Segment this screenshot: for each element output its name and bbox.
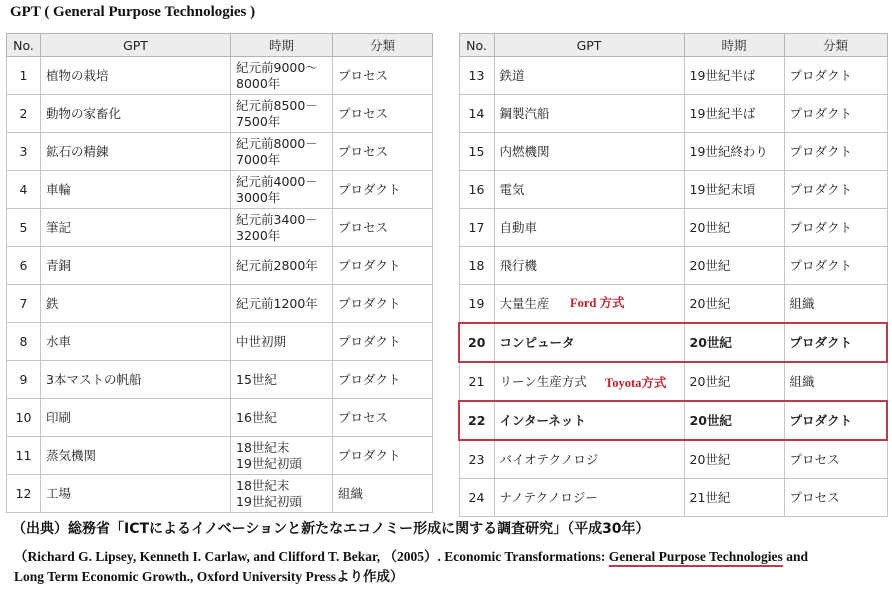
table-row (7, 361, 433, 399)
cell-category: プロダクト (784, 323, 887, 362)
cell-period: 20世紀 (684, 323, 784, 362)
gpt-table-right (458, 33, 888, 517)
table-row (7, 323, 433, 361)
cell-category: 組織 (784, 285, 887, 324)
cell-period: 20世紀 (684, 285, 784, 324)
table-row (459, 209, 887, 247)
cell-period: 20世紀 (684, 401, 784, 440)
table-header-row (7, 34, 433, 57)
cell-no: 3 (7, 133, 41, 171)
cell-no: 4 (7, 171, 41, 209)
cell-gpt: インターネット (494, 401, 684, 440)
cell-category: プロダクト (333, 171, 433, 209)
cell-no: 20 (459, 323, 494, 362)
cell-no: 15 (459, 133, 494, 171)
cell-category: プロダクト (333, 285, 433, 323)
cell-gpt: 飛行機 (494, 247, 684, 285)
cell-period: 19世紀終わり (684, 133, 784, 171)
cell-period: 紀元前3400－ 3200年 (231, 209, 333, 247)
table-row (7, 95, 433, 133)
table-row (459, 440, 887, 479)
cell-period: 20世紀 (684, 362, 784, 401)
source-citation-tail: and Long Term Economic Growth., Oxford University Pressより作成） (14, 549, 808, 584)
cell-period: 21世紀 (684, 479, 784, 517)
page-title: GPT ( General Purpose Technologies ) (10, 4, 256, 20)
source-line-1: （出典）総務省「ICTによるイノベーションと新たなエコノミー形成に関する調査研究」（平成30年） (12, 521, 650, 537)
cell-category: プロダクト (333, 437, 433, 475)
cell-period: 19世紀半ば (684, 57, 784, 95)
cell-gpt: ナノテクノロジー (494, 479, 684, 517)
cell-category: プロダクト (333, 323, 433, 361)
cell-category: プロダクト (784, 209, 887, 247)
cell-gpt: 電気 (494, 171, 684, 209)
source-line-2 (14, 547, 814, 587)
table-row (459, 247, 887, 285)
table-row (7, 399, 433, 437)
cell-no: 2 (7, 95, 41, 133)
cell-gpt: 3本マストの帆船 (41, 361, 231, 399)
cell-no: 16 (459, 171, 494, 209)
cell-period: 18世紀末 19世紀初頭 (231, 475, 333, 513)
cell-no: 9 (7, 361, 41, 399)
cell-no: 6 (7, 247, 41, 285)
cell-gpt: 鋼製汽船 (494, 95, 684, 133)
table-row (459, 133, 887, 171)
cell-period: 紀元前8500－ 7500年 (231, 95, 333, 133)
cell-period: 紀元前1200年 (231, 285, 333, 323)
cell-category: プロセス (333, 209, 433, 247)
header-period: 時期 (231, 34, 333, 57)
cell-gpt: 筆記 (41, 209, 231, 247)
table-header-row (459, 34, 887, 57)
cell-no: 7 (7, 285, 41, 323)
cell-category: プロセス (333, 133, 433, 171)
cell-gpt: 印刷 (41, 399, 231, 437)
cell-no: 19 (459, 285, 494, 324)
header-gpt: GPT (41, 34, 231, 57)
cell-gpt: 車輪 (41, 171, 231, 209)
table-row (7, 171, 433, 209)
table-row (7, 475, 433, 513)
cell-category: プロダクト (333, 361, 433, 399)
cell-gpt: リーン生産方式 (494, 362, 684, 401)
cell-period: 20世紀 (684, 440, 784, 479)
cell-category: プロダクト (784, 95, 887, 133)
cell-period: 紀元前9000～ 8000年 (231, 57, 333, 95)
cell-period: 紀元前8000－ 7000年 (231, 133, 333, 171)
table-row (7, 247, 433, 285)
cell-gpt: 動物の家畜化 (41, 95, 231, 133)
cell-category: プロダクト (784, 171, 887, 209)
table-row (7, 133, 433, 171)
cell-category: プロセス (333, 95, 433, 133)
cell-no: 23 (459, 440, 494, 479)
header-period: 時期 (684, 34, 784, 57)
table-row (459, 323, 887, 362)
cell-no: 22 (459, 401, 494, 440)
cell-gpt: 青銅 (41, 247, 231, 285)
cell-category: プロダクト (784, 133, 887, 171)
cell-no: 5 (7, 209, 41, 247)
cell-gpt: 鉄道 (494, 57, 684, 95)
source-citation-text: （Richard G. Lipsey, Kenneth I. Carlaw, and Clifford T. Bekar, （2005）. Economic Transformations: (14, 549, 609, 564)
cell-period: 20世紀 (684, 247, 784, 285)
table-row (459, 362, 887, 401)
gpt-table-left (6, 33, 433, 513)
cell-gpt: 工場 (41, 475, 231, 513)
cell-gpt: 水車 (41, 323, 231, 361)
table-row (7, 57, 433, 95)
table-row (459, 285, 887, 324)
cell-no: 10 (7, 399, 41, 437)
source-underlined-title: General Purpose Technologies (608, 549, 783, 564)
toyota-note: Toyota方式 (605, 376, 667, 390)
cell-category: プロダクト (784, 57, 887, 95)
cell-gpt: 鉱石の精錬 (41, 133, 231, 171)
cell-category: プロダクト (784, 247, 887, 285)
cell-period: 16世紀 (231, 399, 333, 437)
cell-category: 組織 (784, 362, 887, 401)
cell-period: 18世紀末 19世紀初頭 (231, 437, 333, 475)
table-body-right (459, 57, 887, 517)
cell-period: 中世初期 (231, 323, 333, 361)
cell-period: 19世紀末頃 (684, 171, 784, 209)
header-no: No. (459, 34, 494, 57)
header-category: 分類 (333, 34, 433, 57)
cell-gpt: コンピュータ (494, 323, 684, 362)
cell-period: 紀元前2800年 (231, 247, 333, 285)
cell-no: 24 (459, 479, 494, 517)
cell-period: 20世紀 (684, 209, 784, 247)
cell-category: プロセス (333, 399, 433, 437)
header-gpt: GPT (494, 34, 684, 57)
cell-gpt: 植物の栽培 (41, 57, 231, 95)
cell-no: 14 (459, 95, 494, 133)
cell-category: プロセス (784, 479, 887, 517)
cell-no: 11 (7, 437, 41, 475)
cell-period: 紀元前4000－ 3000年 (231, 171, 333, 209)
cell-category: プロダクト (784, 401, 887, 440)
cell-no: 8 (7, 323, 41, 361)
table-body-left (7, 57, 433, 513)
cell-no: 18 (459, 247, 494, 285)
ford-note: Ford 方式 (570, 296, 625, 310)
cell-gpt: 大量生産 (494, 285, 684, 324)
cell-gpt: 自動車 (494, 209, 684, 247)
table-row (7, 285, 433, 323)
cell-period: 19世紀半ば (684, 95, 784, 133)
cell-no: 13 (459, 57, 494, 95)
table-row (459, 401, 887, 440)
cell-gpt: 鉄 (41, 285, 231, 323)
cell-no: 21 (459, 362, 494, 401)
cell-no: 12 (7, 475, 41, 513)
table-row (459, 171, 887, 209)
cell-category: プロダクト (333, 247, 433, 285)
cell-gpt: 内燃機関 (494, 133, 684, 171)
cell-gpt: 蒸気機関 (41, 437, 231, 475)
cell-gpt: バイオテクノロジ (494, 440, 684, 479)
cell-category: プロセス (333, 57, 433, 95)
cell-category: 組織 (333, 475, 433, 513)
header-category: 分類 (784, 34, 887, 57)
cell-no: 17 (459, 209, 494, 247)
table-row (459, 57, 887, 95)
header-no: No. (7, 34, 41, 57)
table-row (459, 95, 887, 133)
table-row (7, 437, 433, 475)
table-row (459, 479, 887, 517)
cell-period: 15世紀 (231, 361, 333, 399)
cell-category: プロセス (784, 440, 887, 479)
table-row (7, 209, 433, 247)
cell-no: 1 (7, 57, 41, 95)
